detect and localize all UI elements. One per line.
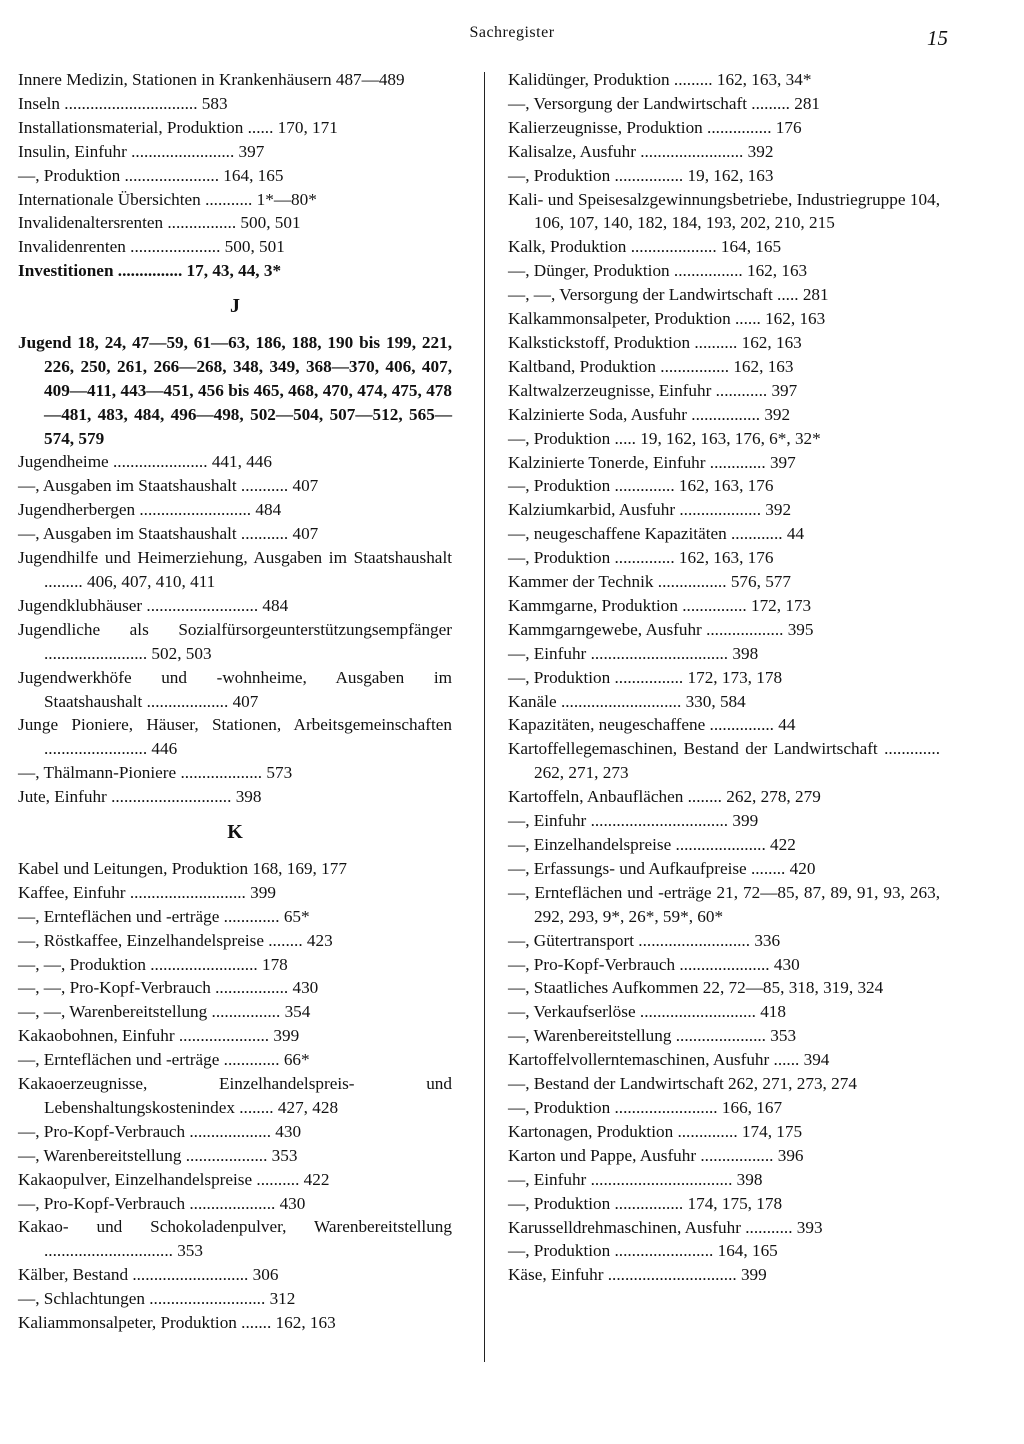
index-entry-text: Jugendherbergen .......................... 484 xyxy=(18,500,282,520)
index-entry-text: Kabel und Leitungen, Produktion 168, 169, 177 xyxy=(18,858,347,878)
index-entry-text: Kartoffellegemaschinen, Bestand der Landwirtschaft ............. 262, 271, 273 xyxy=(508,739,940,783)
index-entry xyxy=(508,307,940,331)
index-entry xyxy=(18,953,452,977)
index-entry xyxy=(18,235,452,259)
index-entry-text: Kalierzeugnisse, Produktion ............... 176 xyxy=(508,117,802,137)
index-entry-text: Kakaoerzeugnisse, Einzelhandelspreis- und Lebenshaltungskostenindex ........ 427, 428 xyxy=(18,1074,452,1117)
index-entry-text: Kalidünger, Produktion ......... 162, 163, 34* xyxy=(508,70,812,89)
index-entry xyxy=(18,450,452,474)
index-entry-text: Kammer der Technik ................ 576, 577 xyxy=(508,572,791,592)
index-entry-text: Invalidenrenten ..................... 500, 501 xyxy=(18,237,285,257)
index-entry xyxy=(18,259,452,283)
index-entry-text: —, —, Produktion ......................... 178 xyxy=(18,954,288,974)
index-entry-text: Karton und Pappe, Ausfuhr ................. 396 xyxy=(508,1145,804,1165)
index-entry xyxy=(18,857,452,881)
index-entry xyxy=(18,881,452,905)
running-title: Sachregister xyxy=(469,24,555,41)
index-entry-text: —, Produktion ................ 19, 162, 163 xyxy=(508,165,774,185)
index-entry-text: —, Produktion ..... 19, 162, 163, 176, 6*, 32* xyxy=(508,428,821,448)
index-entry xyxy=(18,1000,452,1024)
index-entry xyxy=(508,522,940,546)
index-entry xyxy=(508,570,940,594)
index-entry-text: —, Warenbereitstellung ..................... 353 xyxy=(508,1026,797,1046)
page-header xyxy=(0,24,1024,54)
index-entry-text: Kammgarne, Produktion ............... 172, 173 xyxy=(508,595,812,615)
index-entry-text: —, —, Warenbereitstellung ................ 354 xyxy=(18,1002,311,1022)
index-entry xyxy=(508,666,940,690)
index-entry xyxy=(508,594,940,618)
index-entry xyxy=(508,642,940,666)
index-entry-text: —, Versorgung der Landwirtschaft ......... 281 xyxy=(508,93,821,113)
index-entry xyxy=(508,331,940,355)
index-entry xyxy=(508,427,940,451)
index-entry-text: —, Schlachtungen ........................... 312 xyxy=(18,1289,296,1309)
index-entry-text: —, Produktion ...................... 164, 165 xyxy=(18,165,284,185)
index-entry-text: Kammgarngewebe, Ausfuhr .................. 395 xyxy=(508,619,814,639)
index-entry-text: Jute, Einfuhr ............................ 398 xyxy=(18,787,262,807)
index-entry-text: Kakaopulver, Einzelhandelspreise .......... 422 xyxy=(18,1169,330,1189)
index-entry xyxy=(18,761,452,785)
index-entry-text: Kalk, Produktion .................... 164, 165 xyxy=(508,237,782,257)
index-entry-text: —, Produktion ....................... 164, 165 xyxy=(508,1241,778,1261)
index-entry xyxy=(508,929,940,953)
index-entry-text: Jugendheime ...................... 441, 446 xyxy=(18,452,272,472)
index-entry-text: —, Staatliches Aufkommen 22, 72—85, 318, 319, 324 xyxy=(508,978,884,998)
index-entry xyxy=(508,1216,940,1240)
index-entry xyxy=(18,594,452,618)
index-entry xyxy=(18,68,452,92)
index-entry-text: —, Produktion .............. 162, 163, 176 xyxy=(508,476,774,496)
index-entry xyxy=(18,1144,452,1168)
index-entry-text: Kaltwalzerzeugnisse, Einfuhr ............ 397 xyxy=(508,380,798,400)
index-entry xyxy=(508,1120,940,1144)
index-entry-text: —, Einfuhr ................................ 398 xyxy=(508,643,759,663)
index-entry xyxy=(508,235,940,259)
index-entry-text: Kälber, Bestand ........................... 306 xyxy=(18,1265,279,1285)
index-entry-text: Kartoffelvollerntemaschinen, Ausfuhr ...... 394 xyxy=(508,1050,830,1070)
index-entry xyxy=(18,522,452,546)
index-entry xyxy=(508,713,940,737)
index-entry-text: —, Produktion .............. 162, 163, 176 xyxy=(508,548,774,568)
index-entry-text: —, Produktion ................ 174, 175, 178 xyxy=(508,1193,783,1213)
index-entry-text: Jugendwerkhöfe und -wohnheime, Ausgaben im Staatshaushalt ................... 407 xyxy=(18,667,452,711)
index-entry xyxy=(508,140,940,164)
index-entry xyxy=(18,116,452,140)
index-entry-text: —, Ernteflächen und -erträge ............. 66* xyxy=(18,1050,310,1070)
page-number: 15 xyxy=(927,26,948,50)
index-entry-text: —, Warenbereitstellung ................... 353 xyxy=(18,1145,298,1165)
index-entry-text: —, —, Pro-Kopf-Verbrauch ................. 430 xyxy=(18,978,319,998)
index-entry-text: Kanäle ............................ 330, 584 xyxy=(508,691,746,711)
index-entry-text: Kaltband, Produktion ................ 162, 163 xyxy=(508,356,794,376)
index-entry-text: Kaliammonsalpeter, Produktion ....... 162, 163 xyxy=(18,1313,336,1333)
index-entry-text: —, Gütertransport .......................... 336 xyxy=(508,930,781,950)
index-entry-text: —, Produktion ................ 172, 173, 178 xyxy=(508,667,783,687)
index-entry-text: Kakao- und Schokoladenpulver, Warenbereitstellung .............................. 353 xyxy=(18,1217,452,1261)
index-entry xyxy=(18,92,452,116)
index-entry xyxy=(18,905,452,929)
index-entry-text: Kalkstickstoff, Produktion .......... 162, 163 xyxy=(508,332,802,352)
index-entry xyxy=(508,355,940,379)
index-entry xyxy=(18,666,452,714)
index-entry-text: —, Pro-Kopf-Verbrauch ..................... 430 xyxy=(508,954,800,974)
index-entry xyxy=(18,474,452,498)
index-entry xyxy=(18,211,452,235)
index-entry-text: —, Pro-Kopf-Verbrauch .................... 430 xyxy=(18,1193,306,1213)
index-entry xyxy=(508,1168,940,1192)
index-entry-text: —, Ernteflächen und -erträge 21, 72—85, 87, 89, 91, 93, 263, 292, 293, 9*, 26*, 59*, 60* xyxy=(508,882,940,926)
index-entry xyxy=(18,1072,452,1120)
index-entry-text: Kalkammonsalpeter, Produktion ...... 162, 163 xyxy=(508,309,826,329)
index-entry-text: Kalzinierte Soda, Ausfuhr ................ 392 xyxy=(508,404,791,424)
index-entry xyxy=(18,929,452,953)
index-entry-text: Installationsmaterial, Produktion ...... 170, 171 xyxy=(18,117,338,137)
index-entry xyxy=(18,140,452,164)
index-entry xyxy=(508,1096,940,1120)
index-entry xyxy=(18,1215,452,1263)
index-entry xyxy=(508,403,940,427)
index-entry xyxy=(18,785,452,809)
index-entry xyxy=(18,1120,452,1144)
index-entry xyxy=(18,1048,452,1072)
index-entry xyxy=(508,164,940,188)
index-entry-text: Kalisalze, Ausfuhr ........................ 392 xyxy=(508,141,774,161)
index-entry xyxy=(508,1239,940,1263)
index-entry xyxy=(508,1263,940,1287)
index-entry-text: —, —, Versorgung der Landwirtschaft ..... 281 xyxy=(508,285,829,305)
index-entry-text: —, Pro-Kopf-Verbrauch ................... 430 xyxy=(18,1121,302,1141)
right-column xyxy=(508,68,940,1287)
index-entry-text: —, Produktion ........................ 166, 167 xyxy=(508,1097,783,1117)
index-entry xyxy=(18,1311,452,1335)
index-entry-text: Invalidenaltersrenten ................ 500, 501 xyxy=(18,213,301,233)
section-letter: K xyxy=(227,821,243,844)
index-entry xyxy=(18,618,452,666)
index-entry-text: Käse, Einfuhr .............................. 399 xyxy=(508,1265,767,1285)
index-entry-text: —, neugeschaffene Kapazitäten ............ 44 xyxy=(508,524,805,544)
index-entry xyxy=(508,259,940,283)
index-entry-text: Inseln ............................... 583 xyxy=(18,93,228,113)
index-entry xyxy=(18,1192,452,1216)
index-entry xyxy=(508,1192,940,1216)
index-entry-text: —, Einfuhr ................................ 399 xyxy=(508,811,759,831)
index-entry-text: Karusselldrehmaschinen, Ausfuhr ........... 393 xyxy=(508,1217,823,1237)
index-entry-text: Investitionen ............... 17, 43, 44, 3* xyxy=(18,261,282,281)
index-entry xyxy=(508,809,940,833)
index-entry-text: —, Röstkaffee, Einzelhandelspreise ........ 423 xyxy=(18,930,333,950)
index-entry-text: Kakaobohnen, Einfuhr ..................... 399 xyxy=(18,1026,300,1046)
index-entry-text: —, Einfuhr ................................. 398 xyxy=(508,1169,763,1189)
index-entry xyxy=(508,618,940,642)
index-entry xyxy=(508,737,940,785)
index-entry-text: Kapazitäten, neugeschaffene ............... 44 xyxy=(508,715,796,735)
index-entry xyxy=(508,498,940,522)
index-entry xyxy=(18,546,452,594)
index-entry xyxy=(508,283,940,307)
index-entry xyxy=(508,1048,940,1072)
index-entry-text: —, Ausgaben im Staatshaushalt ........... 407 xyxy=(18,524,319,544)
index-entry xyxy=(508,116,940,140)
index-entry-text: Jugendklubhäuser .......................... 484 xyxy=(18,595,289,615)
index-entry-text: —, Ausgaben im Staatshaushalt ........... 407 xyxy=(18,476,319,496)
index-entry xyxy=(508,1000,940,1024)
index-entry xyxy=(508,92,940,116)
index-entry xyxy=(18,1168,452,1192)
index-entry xyxy=(508,976,940,1000)
index-entry-text: Junge Pioniere, Häuser, Stationen, Arbeitsgemeinschaften ........................ 446 xyxy=(18,715,452,759)
index-entry-text: Kalziumkarbid, Ausfuhr ................... 392 xyxy=(508,500,792,520)
index-entry xyxy=(508,474,940,498)
index-entry xyxy=(508,785,940,809)
index-entry xyxy=(18,713,452,761)
left-column xyxy=(18,68,452,1335)
index-entry xyxy=(508,857,940,881)
index-entry-text: —, Bestand der Landwirtschaft 262, 271, 273, 274 xyxy=(508,1074,857,1094)
index-entry xyxy=(18,1263,452,1287)
index-entry-text: Jugendhilfe und Heimerziehung, Ausgaben im Staatshaushalt ......... 406, 407, 410, 411 xyxy=(18,548,452,592)
index-entry-text: —, Dünger, Produktion ................ 162, 163 xyxy=(508,261,808,281)
index-entry-text: Jugend 18, 24, 47—59, 61—63, 186, 188, 190 bis 199, 221, 226, 250, 261, 266—268, 348, 349, 368—370, 406, 407, 409—411, 443—451, 456 bis 465, 468, 470, 474, 475, 478—481, 483, 484, 496—498, 502—504, 507—512, 565—574, 579 xyxy=(18,332,452,448)
index-entry xyxy=(508,451,940,475)
index-entry xyxy=(508,1024,940,1048)
index-entry xyxy=(18,164,452,188)
index-entry-text: Kalzinierte Tonerde, Einfuhr ............. 397 xyxy=(508,452,796,472)
index-entry xyxy=(508,833,940,857)
index-entry xyxy=(508,881,940,929)
index-entry-text: —, Verkaufserlöse ........................... 418 xyxy=(508,1002,786,1022)
index-entry-text: —, Thälmann-Pioniere ................... 573 xyxy=(18,763,293,783)
section-letter: J xyxy=(230,295,240,318)
index-entry xyxy=(508,1144,940,1168)
index-entry-text: Innere Medizin, Stationen in Krankenhäusern 487—489 xyxy=(18,70,405,89)
index-entry xyxy=(508,188,940,236)
index-entry-text: Kartoffeln, Anbauflächen ........ 262, 278, 279 xyxy=(508,787,821,807)
index-entry xyxy=(508,690,940,714)
index-entry xyxy=(18,188,452,212)
index-entry xyxy=(508,1072,940,1096)
index-entry-text: —, Erfassungs- und Aufkaufpreise ........ 420 xyxy=(508,858,816,878)
index-entry xyxy=(508,546,940,570)
index-entry-text: Kartonagen, Produktion .............. 174, 175 xyxy=(508,1121,803,1141)
index-entry xyxy=(508,68,940,92)
index-entry xyxy=(508,953,940,977)
index-entry xyxy=(18,331,452,451)
index-entry-text: —, Ernteflächen und -erträge ............. 65* xyxy=(18,906,310,926)
index-entry xyxy=(18,498,452,522)
index-entry xyxy=(18,1024,452,1048)
index-entry-text: Internationale Übersichten ........... 1*—80* xyxy=(18,189,317,209)
index-entry-text: —, Einzelhandelspreise ..................... 422 xyxy=(508,835,796,854)
index-entry-text: Kaffee, Einfuhr ........................... 399 xyxy=(18,882,276,902)
index-entry-text: Kali- und Speisesalzgewinnungsbetriebe, Industriegruppe 104, 106, 107, 140, 182, 184, 193, 202, 210, 215 xyxy=(508,189,940,233)
index-entry xyxy=(508,379,940,403)
index-entry xyxy=(18,976,452,1000)
index-entry xyxy=(18,1287,452,1311)
column-divider xyxy=(484,72,485,1362)
index-entry-text: Insulin, Einfuhr ........................ 397 xyxy=(18,141,265,161)
index-entry-text: Jugendliche als Sozialfürsorgeunterstützungsempfänger ........................ 502, 503 xyxy=(18,619,452,663)
